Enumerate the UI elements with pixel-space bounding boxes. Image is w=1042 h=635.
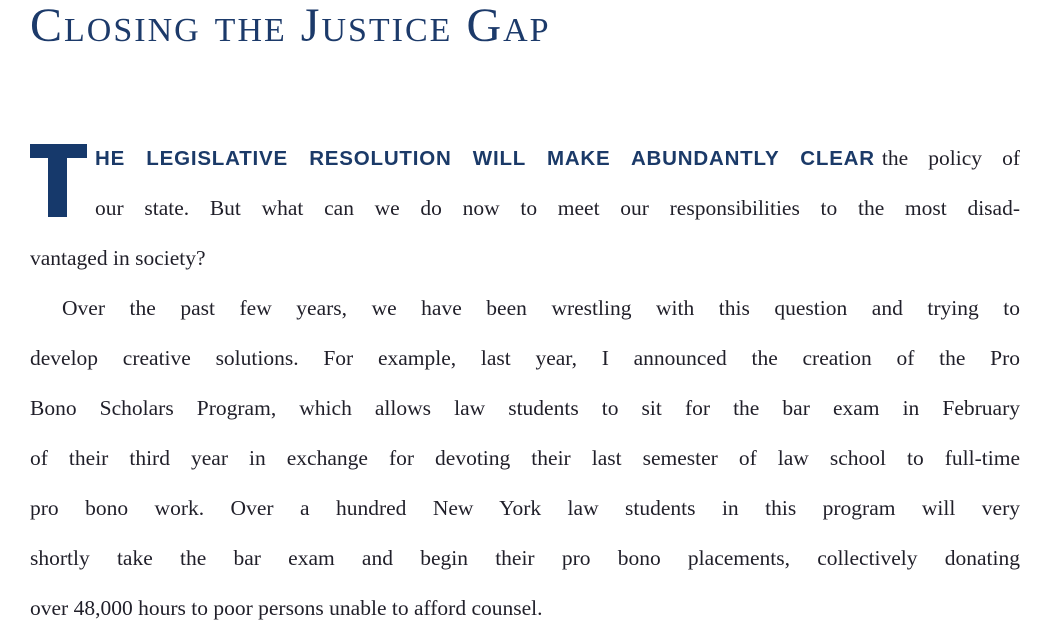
page-title: Closing the Justice Gap [30, 0, 551, 52]
paragraph-1-line-1-continuation: the policy of [881, 146, 1020, 170]
paragraph-2-line-3: Bono Scholars Program, which allows law students to sit for the bar exam in February [30, 396, 1020, 420]
lead-in-small-caps-text: HE LEGISLATIVE RESOLUTION WILL MAKE ABUNDANTLY CLEAR [95, 147, 875, 170]
paragraph-2-line-1: Over the past few years, we have been wrestling with this question and trying to [62, 296, 1020, 320]
paragraph-2-line-4: of their third year in exchange for devoting their last semester of law school to full-time [30, 446, 1020, 470]
paragraph-1-line-1 [30, 133, 1020, 183]
article-body [30, 133, 1020, 633]
paragraph-1-line-3: vantaged in society? [30, 246, 206, 270]
paragraph-2-line-7: over 48,000 hours to poor persons unable to afford counsel. [30, 596, 543, 620]
paragraph-2-line-2: develop creative solutions. For example, last year, I announced the creation of the Pro [30, 346, 1020, 370]
drop-cap-letter-t [30, 144, 87, 217]
paragraph-2-line-5: pro bono work. Over a hundred New York law students in this program will very [30, 496, 1020, 520]
paragraph-1-line-2: our state. But what can we do now to meet our responsibilities to the most disad- [95, 196, 1020, 220]
paragraph-2-line-6: shortly take the bar exam and begin their pro bono placements, collectively donating [30, 546, 1020, 570]
